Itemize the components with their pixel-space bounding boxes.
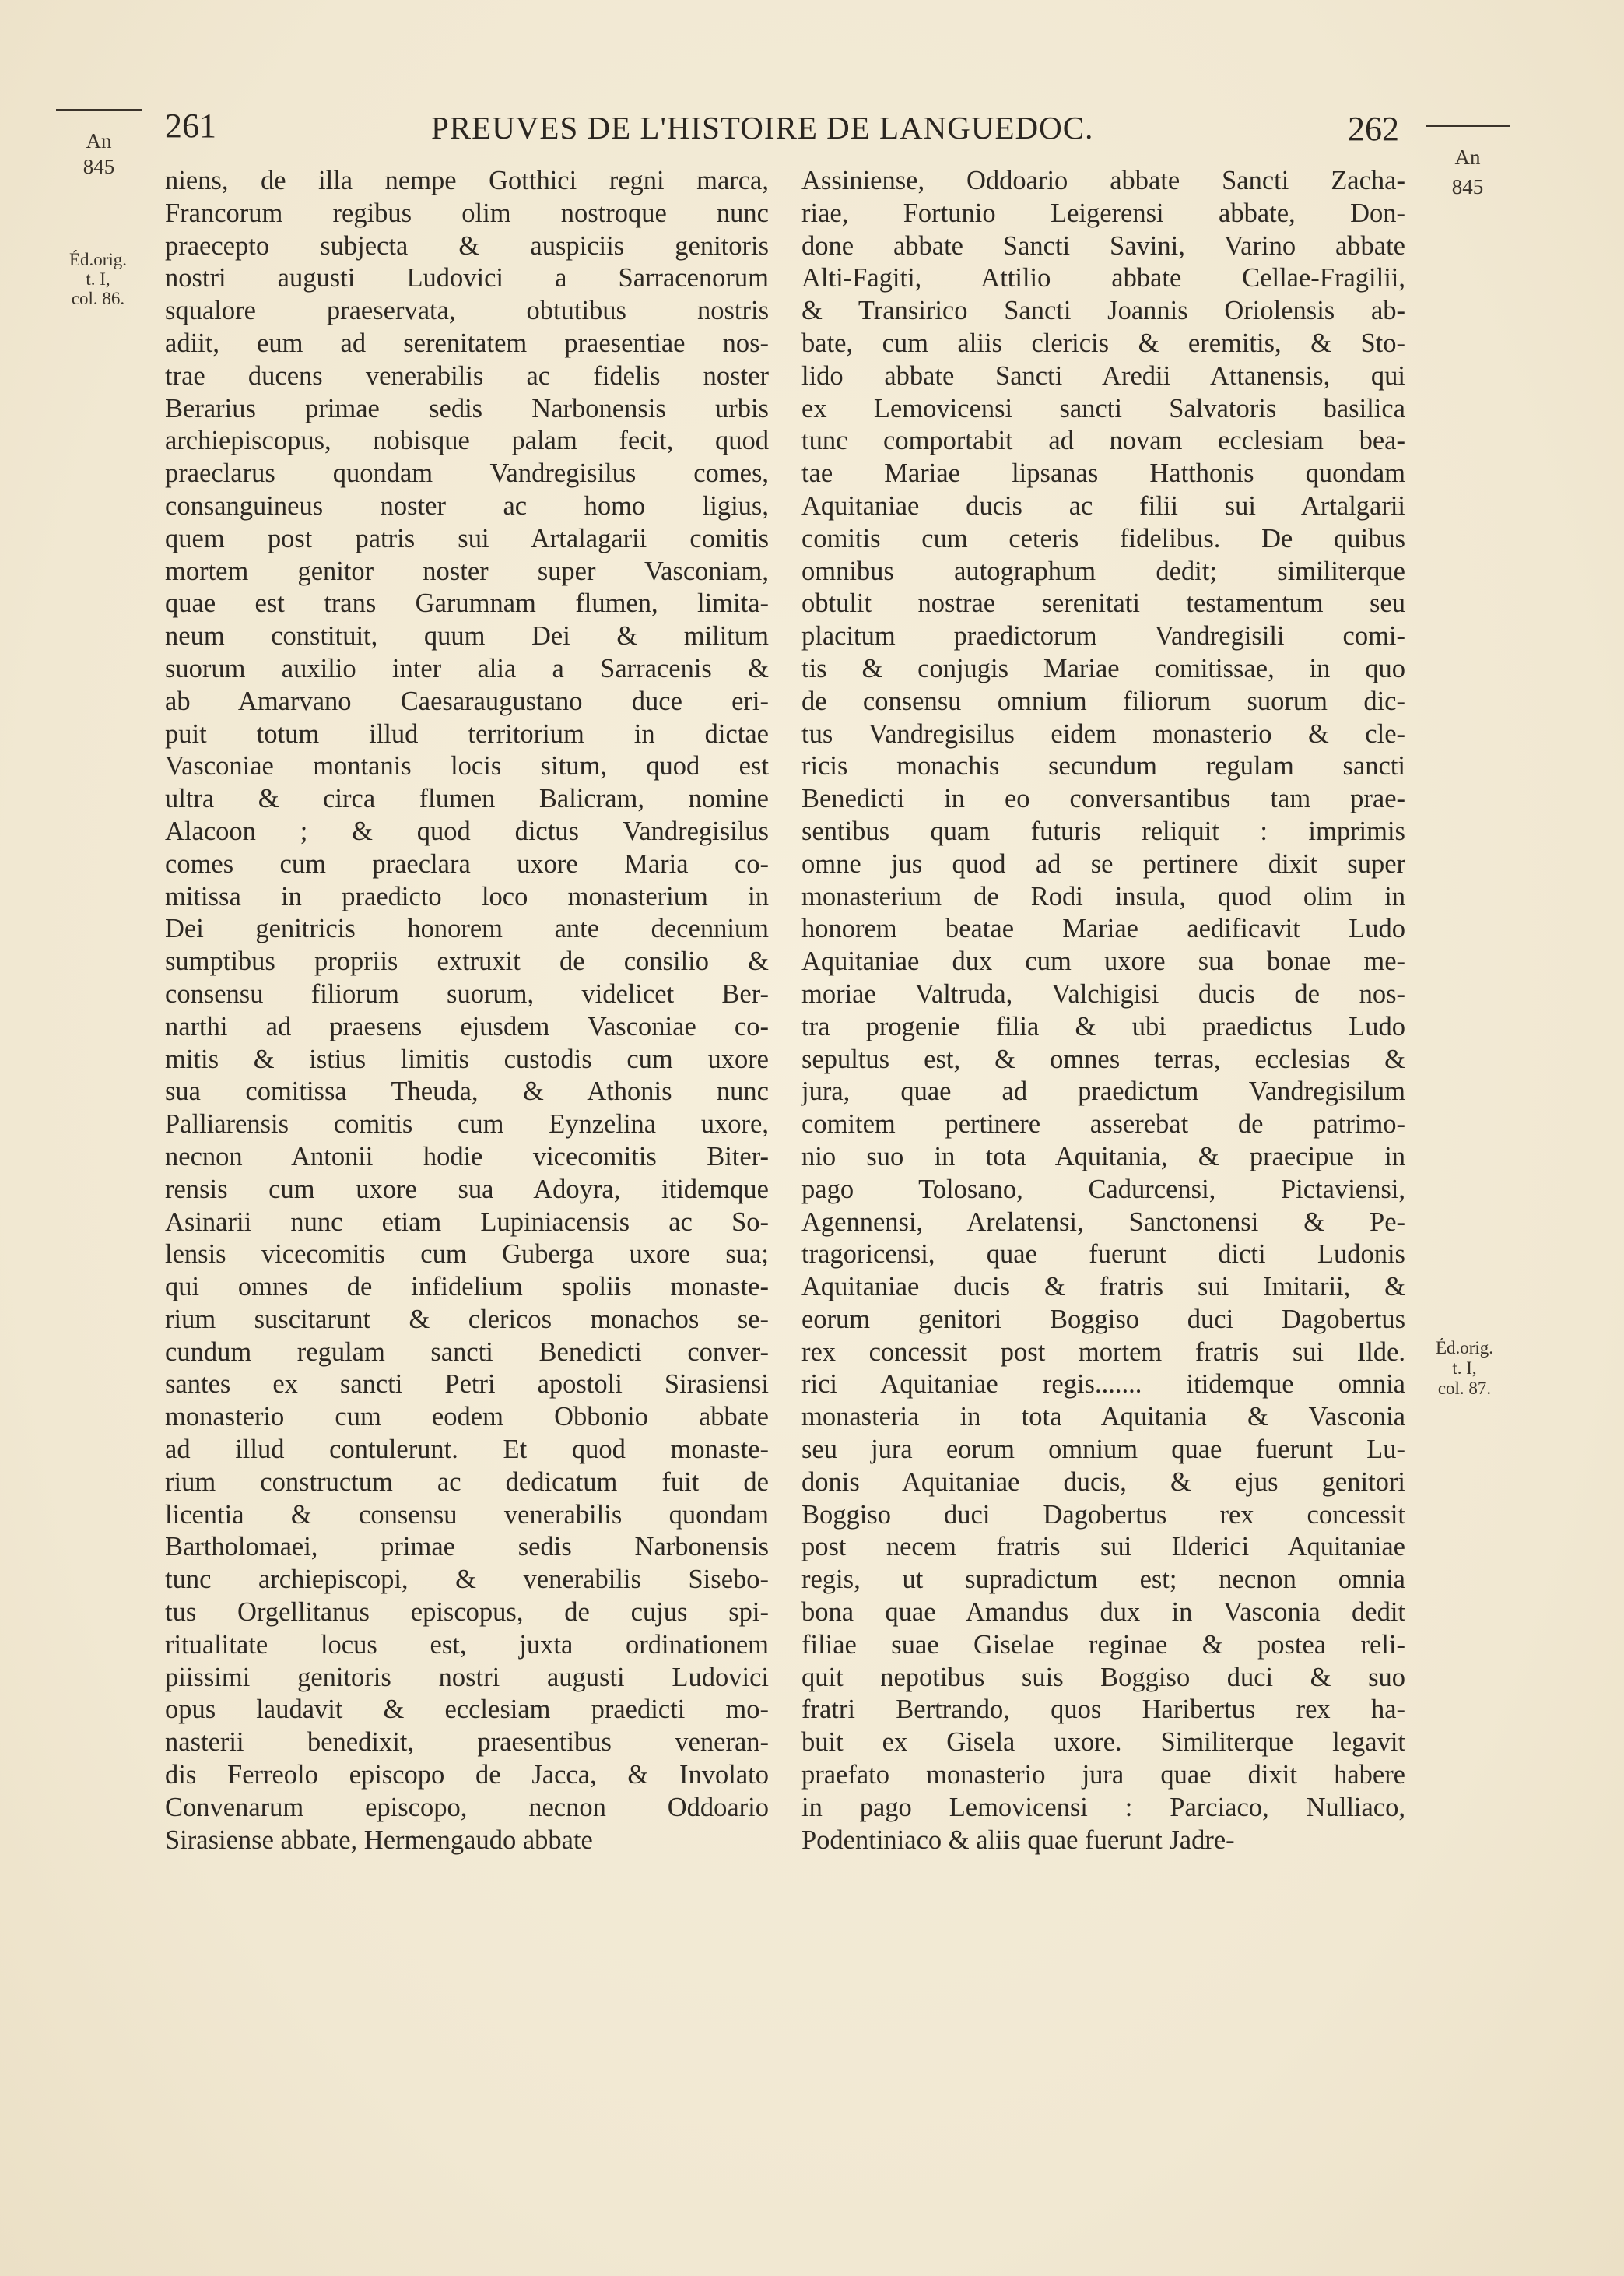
text-line: pago Tolosano, Cadurcensi, Pictaviensi,	[801, 1174, 1405, 1204]
text-line: rex concessit post mortem fratris sui Ilde.	[801, 1336, 1405, 1367]
text-line: archiepiscopus, nobisque palam fecit, quod	[165, 426, 769, 456]
text-line: moriae Valtruda, Valchigisi ducis de nos-	[801, 978, 1405, 1009]
text-line: santes ex sancti Petri apostoli Sirasiensi	[165, 1369, 769, 1400]
text-line: quem post patris sui Artalagarii comitis	[165, 523, 769, 553]
text-line: necnon Antonii hodie vicecomitis Biter-	[165, 1141, 769, 1171]
text-line: quit nepotibus suis Boggiso duci & suo	[801, 1662, 1405, 1692]
text-line: rium constructum ac dedicatum fuit de	[165, 1466, 769, 1497]
running-title: PREUVES DE L'HISTOIRE DE LANGUEDOC.	[431, 110, 1094, 146]
text-line: praefato monasterio jura quae dixit habere	[801, 1760, 1405, 1790]
text-line: ritualitate locus est, juxta ordinationem	[165, 1629, 769, 1660]
right-margin-ref-3: col. 87.	[1437, 1379, 1492, 1398]
text-line: tae Mariae lipsanas Hatthonis quondam	[801, 458, 1405, 489]
text-line: lensis vicecomitis cum Guberga uxore sua;	[165, 1239, 769, 1270]
text-line: ad illud contulerunt. Et quod monaste-	[165, 1435, 769, 1465]
text-line: ultra & circa flumen Balicram, nomine	[165, 784, 769, 814]
text-line: piissimi genitoris nostri augusti Ludovici	[165, 1662, 769, 1692]
text-line: obtulit nostrae serenitati testamentum seu	[801, 588, 1405, 619]
text-line: seu jura eorum omnium quae fuerunt Lu-	[801, 1435, 1405, 1465]
text-line: dis Ferreolo episcopo de Jacca, & Involato	[165, 1760, 769, 1790]
text-line: ab Amarvano Caesaraugustano duce eri-	[165, 686, 769, 716]
text-line: sumptibus propriis extruxit de consilio &	[165, 947, 769, 977]
right-top-rule	[1426, 125, 1510, 127]
text-line: sepultus est, & omnes terras, ecclesias &	[801, 1044, 1405, 1074]
text-line: Aquitaniae ducis & fratris sui Imitarii, &	[801, 1272, 1405, 1302]
text-line: post necem fratris sui Ilderici Aquitaniae	[801, 1532, 1405, 1562]
text-line: monasterium de Rodi insula, quod olim in	[801, 881, 1405, 911]
text-line: regis, ut supradictum est; necnon omnia	[801, 1565, 1405, 1595]
text-line: Aquitaniae dux cum uxore sua bonae me-	[801, 947, 1405, 977]
text-line: ricis monachis secundum regulam sancti	[801, 751, 1405, 781]
text-line: filiae suae Giselae reginae & postea reli-	[801, 1629, 1405, 1660]
right-text-column	[801, 165, 1405, 1856]
left-text-column	[165, 165, 769, 1856]
text-line: praecepto subjecta & auspiciis genitoris	[165, 230, 769, 261]
text-line: comitem pertinere asserebat de patrimo-	[801, 1109, 1405, 1140]
text-line: Asinarii nunc etiam Lupiniacensis ac So-	[165, 1206, 769, 1237]
right-margin-ref-1: Éd.orig.	[1435, 1338, 1494, 1358]
text-line: Alacoon ; & quod dictus Vandregisilus	[165, 816, 769, 846]
text-line: narthi ad praesens ejusdem Vasconiae co-	[165, 1011, 769, 1041]
text-line: buit ex Gisela uxore. Similiterque legavit	[801, 1727, 1405, 1758]
text-line: sentibus quam futuris reliquit : imprimis	[801, 816, 1405, 846]
left-margin-year-label: An	[86, 129, 112, 153]
left-margin-ref-3: col. 86.	[71, 289, 125, 308]
text-line: comes cum praeclara uxore Maria co-	[165, 848, 769, 879]
text-line: Alti-Fagiti, Attilio abbate Cellae-Fragilii,	[801, 263, 1405, 293]
text-line: lido abbate Sancti Aredii Attanensis, qui	[801, 360, 1405, 391]
text-line: monasterio cum eodem Obbonio abbate	[165, 1402, 769, 1432]
text-line: de consensu omnium filiorum suorum dic-	[801, 686, 1405, 716]
text-line: in pago Lemovicensi : Parciaco, Nulliaco,	[801, 1792, 1405, 1822]
text-line: Podentiniaco & aliis quae fuerunt Jadre-	[801, 1825, 1235, 1855]
text-line: Francorum regibus olim nostroque nunc	[165, 198, 769, 228]
right-margin-ref-2: t. I,	[1452, 1358, 1477, 1378]
left-margin-ref-2: t. I,	[86, 269, 110, 289]
text-line: bona quae Amandus dux in Vasconia dedit	[801, 1597, 1405, 1628]
left-page-number: 261	[165, 107, 216, 145]
text-line: mitis & istius limitis custodis cum uxore	[165, 1044, 769, 1074]
text-line: riae, Fortunio Leigerensi abbate, Don-	[801, 198, 1405, 228]
text-line: jura, quae ad praedictum Vandregisilum	[801, 1077, 1405, 1107]
text-line: & Transirico Sancti Joannis Oriolensis ab-	[801, 296, 1405, 326]
text-line: suorum auxilio inter alia a Sarracenis &	[165, 653, 769, 683]
text-line: tunc archiepiscopi, & venerabilis Sisebo-	[165, 1565, 769, 1595]
text-line: tis & conjugis Mariae comitissae, in quo	[801, 653, 1405, 683]
text-line: Boggiso duci Dagobertus rex concessit	[801, 1499, 1405, 1530]
text-line: done abbate Sancti Savini, Varino abbate	[801, 230, 1405, 261]
text-line: eorum genitori Boggiso duci Dagobertus	[801, 1304, 1405, 1334]
text-line: Benedicti in eo conversantibus tam prae-	[801, 784, 1405, 814]
text-line: praeclarus quondam Vandregisilus comes,	[165, 458, 769, 489]
text-line: nio suo in tota Aquitania, & praecipue in	[801, 1141, 1405, 1171]
text-line: donis Aquitaniae ducis, & ejus genitori	[801, 1466, 1405, 1497]
text-line: adiit, eum ad serenitatem praesentiae nos-	[165, 328, 769, 358]
text-line: tunc comportabit ad novam ecclesiam bea-	[801, 426, 1405, 456]
text-line: Convenarum episcopo, necnon Oddoario	[165, 1792, 769, 1822]
left-top-rule	[56, 109, 142, 111]
text-line: monasteria in tota Aquitania & Vasconia	[801, 1402, 1405, 1432]
text-line: trae ducens venerabilis ac fidelis noster	[165, 360, 769, 391]
text-line: Dei genitricis honorem ante decennium	[165, 914, 769, 944]
text-line: tragoricensi, quae fuerunt dicti Ludonis	[801, 1239, 1405, 1270]
text-line: fratri Bertrando, quos Haribertus rex ha-	[801, 1695, 1405, 1725]
text-line: Aquitaniae ducis ac filii sui Artalgarii	[801, 490, 1405, 521]
text-line: omne jus quod ad se pertinere dixit super	[801, 848, 1405, 879]
text-line: Berarius primae sedis Narbonensis urbis	[165, 393, 769, 423]
left-margin-year: 845	[82, 155, 115, 178]
text-line: consensu filiorum suorum, videlicet Ber-	[165, 978, 769, 1009]
text-line: ex Lemovicensi sancti Salvatoris basilica	[801, 393, 1405, 423]
text-line: Sirasiense abbate, Hermengaudo abbate	[165, 1825, 593, 1855]
left-margin-ref-1: Éd.orig.	[68, 250, 128, 269]
text-line: mitissa in praedicto loco monasterium in	[165, 881, 769, 911]
text-line: Agennensi, Arelatensi, Sanctonensi & Pe-	[801, 1206, 1405, 1237]
text-line: squalore praeservata, obtutibus nostris	[165, 296, 769, 326]
text-line: licentia & consensu venerabilis quondam	[165, 1499, 769, 1530]
text-line: honorem beatae Mariae aedificavit Ludo	[801, 914, 1405, 944]
text-line: Vasconiae montanis locis situm, quod est	[165, 751, 769, 781]
text-line: nasterii benedixit, praesentibus veneran-	[165, 1727, 769, 1758]
text-line: quae est trans Garumnam flumen, limita-	[165, 588, 769, 619]
text-line: nostri augusti Ludovici a Sarracenorum	[165, 263, 769, 293]
text-line: rium suscitarunt & clericos monachos se-	[165, 1304, 769, 1334]
text-line: Palliarensis comitis cum Eynzelina uxore,	[165, 1109, 769, 1140]
text-line: comitis cum ceteris fidelibus. De quibus	[801, 523, 1405, 553]
text-line: niens, de illa nempe Gotthici regni marca,	[165, 166, 769, 195]
text-line: sua comitissa Theuda, & Athonis nunc	[165, 1077, 769, 1107]
text-line: puit totum illud territorium in dictae	[165, 718, 769, 749]
text-line: tus Vandregisilus eidem monasterio & cle-	[801, 718, 1405, 749]
text-line: neum constituit, quum Dei & militum	[165, 621, 769, 652]
text-line: bate, cum aliis clericis & eremitis, & Sto-	[801, 328, 1405, 358]
text-line: tus Orgellitanus episcopus, de cujus spi-	[165, 1597, 769, 1628]
text-line: rensis cum uxore sua Adoyra, itidemque	[165, 1174, 769, 1204]
text-line: consanguineus noster ac homo ligius,	[165, 490, 769, 521]
text-line: placitum praedictorum Vandregisili comi-	[801, 621, 1405, 652]
text-line: tra progenie filia & ubi praedictus Ludo	[801, 1011, 1405, 1041]
right-page-number: 262	[1348, 110, 1399, 148]
text-line: rici Aquitaniae regis....... itidemque omnia	[801, 1369, 1405, 1400]
text-line: cundum regulam sancti Benedicti conver-	[165, 1336, 769, 1367]
text-line: omnibus autographum dedit; similiterque	[801, 556, 1405, 586]
text-line: qui omnes de infidelium spoliis monaste-	[165, 1272, 769, 1302]
text-line: Bartholomaei, primae sedis Narbonensis	[165, 1532, 769, 1562]
text-line: mortem genitor noster super Vasconiam,	[165, 556, 769, 586]
right-margin-year: 845	[1451, 175, 1484, 198]
right-margin-year-label: An	[1454, 146, 1481, 169]
text-line: Assiniense, Oddoario abbate Sancti Zacha-	[801, 166, 1405, 195]
text-line: opus laudavit & ecclesiam praedicti mo-	[165, 1695, 769, 1725]
